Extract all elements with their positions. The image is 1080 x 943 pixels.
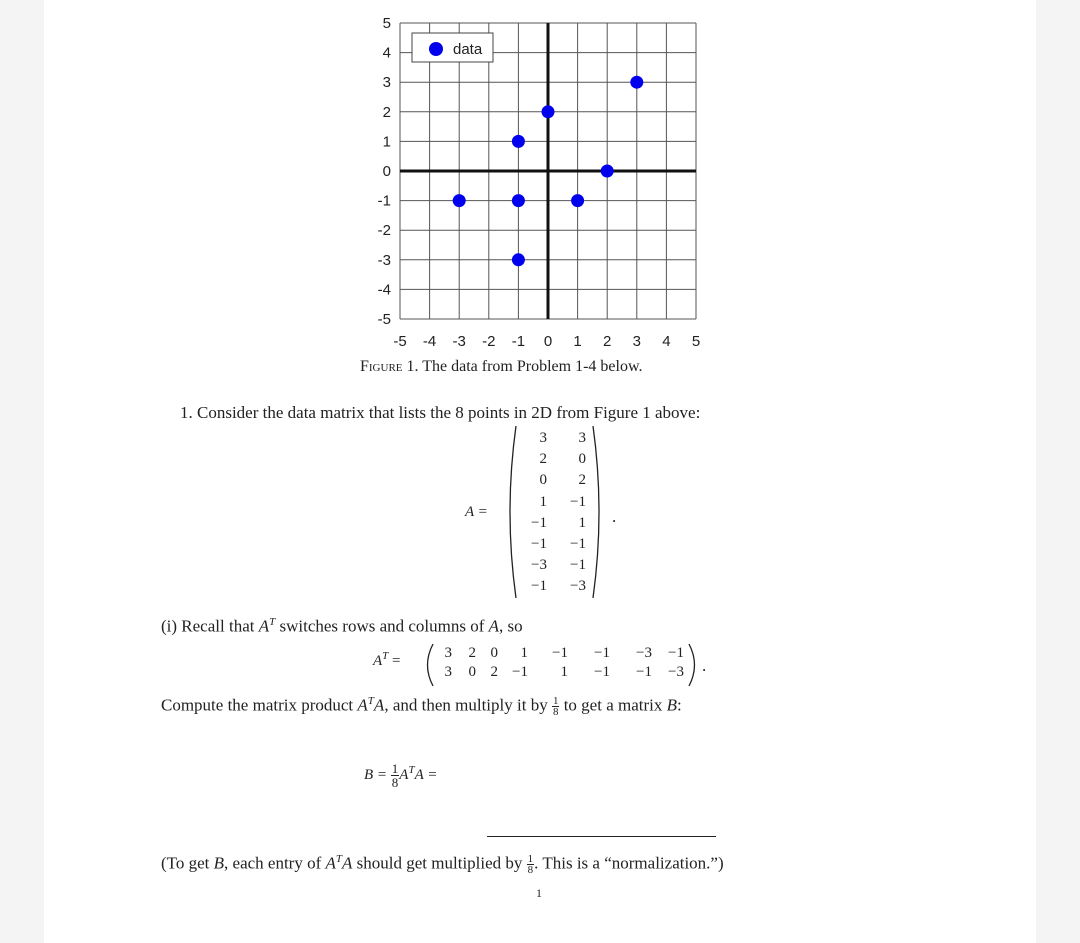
matrix-a-cell: 3	[578, 430, 586, 446]
b-equation: B = $\frac{1}{8}$ $A^TA$ =	[364, 761, 438, 790]
chart-legend	[412, 33, 493, 62]
problem-intro: 1. Consider the data matrix that lists the 8 points in 2D from Figure 1 above:	[180, 403, 701, 422]
x-tick-label: 3	[632, 333, 641, 350]
x-tick-label: -4	[422, 333, 437, 350]
matrix-a-cell: 3	[539, 430, 547, 446]
matrix-at-row	[430, 664, 690, 685]
page-number: 1	[536, 886, 542, 900]
x-tick-label: 4	[662, 333, 671, 350]
matrix-at-cell: −1	[636, 664, 652, 680]
data-point	[512, 135, 525, 148]
matrix-a-cell: 0	[539, 472, 547, 489]
matrix-a-period: .	[612, 507, 617, 526]
matrix-a-cell: 2	[539, 451, 547, 468]
matrix-at-cell: −1	[512, 664, 528, 680]
matrix-a-row	[520, 536, 590, 557]
x-tick-label: 0	[543, 333, 553, 350]
matrix-at-cell: −1	[552, 645, 568, 661]
x-tick-label: -2	[482, 333, 496, 350]
matrix-at-cell: 3	[444, 645, 452, 661]
matrix-a	[520, 430, 590, 600]
matrix-a-row	[520, 494, 590, 515]
matrix-at-cell: −1	[594, 645, 610, 661]
matrix-at-cell: 1	[520, 645, 528, 661]
data-point	[571, 194, 584, 207]
matrix-at-row	[430, 645, 690, 666]
matrix-a-cell: 0	[578, 451, 586, 468]
x-tick-label: -3	[452, 333, 466, 350]
chart-axes	[400, 23, 696, 319]
legend-marker	[429, 42, 443, 56]
matrix-a-row	[520, 451, 590, 472]
scatter-chart	[0, 0, 1080, 360]
matrix-a-cell: 2	[578, 472, 586, 489]
answer-line[interactable]	[487, 820, 716, 837]
part-i-text: (i) Recall that $A^T$ switches rows and columns of A, so	[161, 616, 523, 636]
y-tick-label: -5	[377, 311, 391, 328]
matrix-a-cell: −1	[570, 493, 586, 510]
matrix-a-cell: −1	[531, 578, 547, 595]
matrix-at-cell: −1	[668, 645, 684, 661]
x-tick-labels	[393, 333, 700, 350]
caption-text: The data from Problem 1-4 below.	[422, 358, 643, 375]
x-tick-label: 1	[573, 333, 582, 350]
matrix-a-cell: −1	[570, 557, 586, 574]
x-tick-label: 2	[603, 333, 612, 350]
figure-caption	[360, 358, 642, 376]
matrix-a-row	[520, 578, 590, 599]
legend-label: data	[453, 41, 483, 58]
matrix-at-cell: −1	[594, 664, 610, 680]
x-tick-label: -1	[511, 333, 526, 350]
matrix-a-left-paren	[503, 424, 519, 600]
y-tick-label: -1	[377, 192, 391, 210]
x-tick-label: -5	[393, 333, 407, 350]
y-tick-label: 1	[382, 133, 391, 151]
matrix-a-row	[520, 515, 590, 536]
normalization-note: (To get B, each entry of $A^TA$ should get multiplied by $\frac{1}{8}$ . This is a “normalization.”)	[161, 853, 724, 877]
matrix-at-cell: 2	[490, 664, 498, 680]
matrix-a-cell: −1	[531, 514, 547, 531]
y-tick-label: -3	[377, 251, 391, 269]
data-point	[512, 194, 525, 207]
y-tick-label: 4	[382, 44, 391, 62]
data-point	[601, 165, 614, 178]
matrix-a-row	[520, 557, 590, 578]
y-tick-label: 5	[382, 15, 391, 32]
data-point	[542, 105, 555, 118]
matrix-at-cell: 2	[468, 645, 476, 661]
matrix-a-cell: 1	[578, 514, 586, 531]
matrix-a-row	[520, 472, 590, 493]
matrix-at-cell: −3	[636, 645, 652, 661]
matrix-at-cell: 1	[560, 664, 568, 680]
y-tick-label: 0	[382, 163, 391, 180]
matrix-at-cell: 0	[468, 664, 476, 680]
matrix-a-cell: −3	[570, 578, 586, 595]
y-tick-labels	[378, 15, 391, 328]
matrix-a-right-paren	[590, 424, 606, 600]
y-tick-label: 3	[382, 74, 391, 92]
data-point	[512, 253, 525, 266]
data-point	[630, 76, 643, 89]
matrix-at-cell: 0	[490, 645, 498, 661]
data-point	[453, 194, 466, 207]
transpose-label: $A^T$ =	[373, 650, 401, 669]
compute-instruction: Compute the matrix product $A^TA$, and then multiply it by $\frac{1}{8}$ to get a matrix B:	[161, 695, 682, 719]
x-tick-label: 5	[691, 333, 701, 350]
y-tick-label: -4	[377, 281, 391, 299]
matrix-a-label: A =	[465, 504, 488, 520]
matrix-at-cell: −3	[668, 664, 684, 680]
transpose-period: .	[702, 656, 707, 675]
matrix-a-cell: 1	[539, 493, 547, 510]
matrix-a-cell: −1	[531, 536, 547, 552]
caption-label: Figure 1.	[360, 358, 419, 375]
matrix-a-row	[520, 430, 590, 451]
matrix-a-cell: −3	[531, 557, 547, 574]
matrix-a-cell: −1	[570, 536, 586, 552]
matrix-a-transpose	[430, 645, 690, 687]
matrix-at-cell: 3	[444, 664, 452, 680]
y-tick-label: -2	[377, 222, 391, 240]
y-tick-label: 2	[382, 103, 391, 121]
